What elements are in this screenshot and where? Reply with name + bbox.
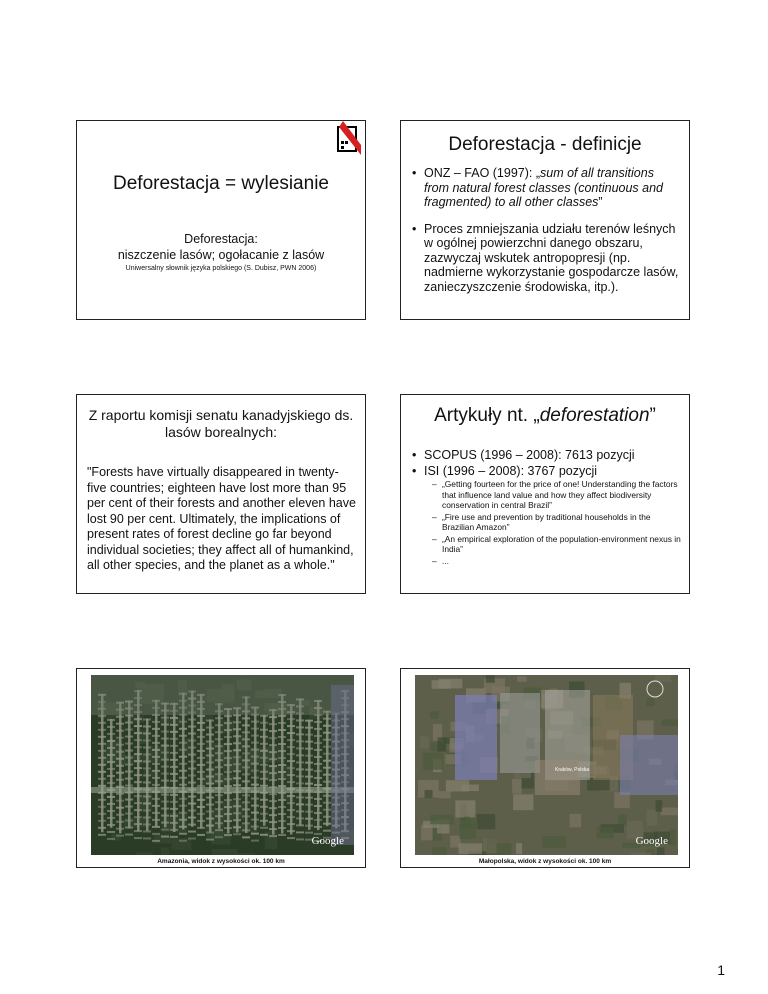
slide-1 (76, 120, 366, 320)
slide-4 (400, 394, 690, 594)
bullet-item: • Proces zmniejszania udziału terenów leśnych w ogólnej powierzchni danego obszaru, zazwyczaj wskutek antropopresji (np. nadmierne wykorzystanie gospodarcze lasów, zanieczyszczenie środowiska, itp.). (407, 222, 681, 295)
google-watermark: Google (635, 835, 668, 847)
definition-term: Deforestacja: (184, 232, 258, 246)
bullet-item (407, 166, 681, 210)
satellite-image-amazonia (91, 675, 354, 855)
slide-3 (76, 394, 366, 594)
presentation-logo-icon (335, 121, 361, 155)
definition-text: niszczenie lasów; ogołacanie z lasów (117, 248, 325, 262)
source-citation: Uniwersalny słownik języka polskiego (S. Dubisz, PWN 2006) (125, 265, 317, 272)
image-caption: Amazonia, widok z wysokości ok. 100 km (157, 858, 285, 865)
slide-title: Deforestacja - definicje (448, 134, 642, 155)
sub-item: – ... (424, 556, 681, 567)
bullet-item: • SCOPUS (1996 – 2008): 7613 pozycji (407, 448, 681, 463)
bullet-item (407, 464, 681, 567)
google-watermark: Google (311, 835, 344, 847)
page-number: 1 (717, 962, 725, 978)
title-suffix: ” (649, 405, 656, 426)
bullet-quote: sum of all transitions from natural forest classes (continuous and fragmented) to all other classes (424, 166, 664, 209)
sub-list (424, 479, 681, 566)
bullet-list (407, 448, 681, 567)
title-italic: deforestation (539, 405, 650, 426)
bullet-suffix: ” (598, 195, 603, 209)
city-label: Kraków, Polska (555, 767, 590, 773)
slide-2 (400, 120, 690, 320)
slide-heading: Z raportu komisji senatu kanadyjskiego ds. lasów borealnych: (88, 407, 354, 440)
slide-title: Deforestacja = wylesianie (113, 173, 329, 194)
title-prefix: Artykuły nt. „ (434, 405, 540, 426)
satellite-image-malopolska (415, 675, 678, 855)
sub-item: – „Fire use and prevention by traditional households in the Brazilian Amazon” (424, 512, 681, 533)
image-caption: Małopolska, widok z wysokości ok. 100 km (478, 858, 612, 865)
bullet-text: ISI (1996 – 2008): 3767 pozycji (424, 463, 598, 478)
quote-text: "Forests have virtually disappeared in twenty-five countries; eighteen have lost more than 95 per cent of their forests and another eleven have lost 90 per cent. Ultimately, the implications of present rates of forest decline go far beyond individual societies; they affect all of humankind, all other species, and the planet as a whole." (87, 465, 356, 572)
definition (77, 231, 365, 263)
slide-5 (76, 668, 366, 868)
bullet-prefix: ONZ – FAO (1997): „ (424, 166, 541, 180)
sub-item: – „Getting fourteen for the price of one! Understanding the factors that influence land value and how they affect biodiversity conservation in central Brazil” (424, 479, 681, 511)
bullet-list (407, 166, 681, 306)
sub-item: – „An empirical exploration of the population-environment nexus in India” (424, 534, 681, 555)
slide-title (401, 405, 689, 427)
slide-6 (400, 668, 690, 868)
